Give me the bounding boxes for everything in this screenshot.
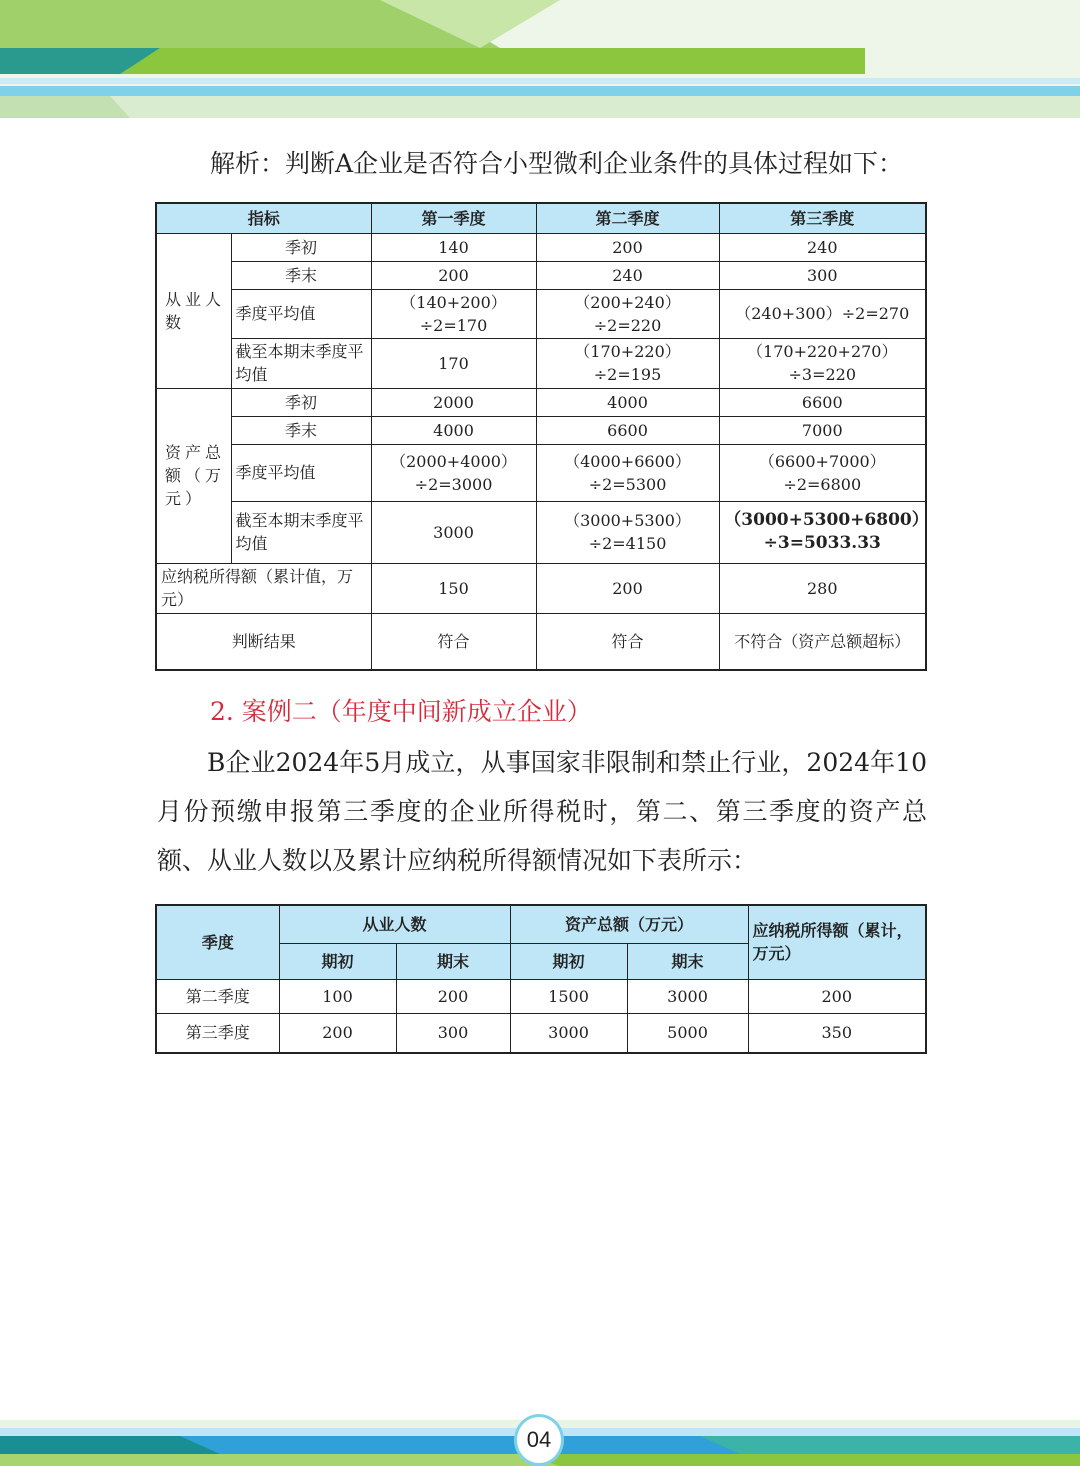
row-label: 季初 [231, 388, 371, 416]
row-label: 季末 [231, 416, 371, 444]
cell-tax: 200 [748, 979, 926, 1013]
table-row-tax [156, 563, 926, 613]
cell-q2: 6600 [536, 416, 719, 444]
result-label: 判断结果 [156, 613, 371, 670]
table-row [156, 1013, 926, 1053]
cell-q3: 300 [719, 261, 926, 289]
table-row [156, 416, 926, 444]
table-row [156, 444, 926, 501]
cell-q2: 240 [536, 261, 719, 289]
row-label: 截至本期末季度平均值 [231, 501, 371, 563]
cell-q2: 符合 [536, 613, 719, 670]
cell-q1: 140 [371, 233, 536, 261]
cell-tax: 350 [748, 1013, 926, 1053]
cell-q2: 200 [536, 233, 719, 261]
cell-q2: （3000+5300）÷2=4150 [536, 501, 719, 563]
cell-q1: （140+200）÷2=170 [371, 289, 536, 338]
header-staff: 从业人数 [279, 905, 510, 943]
header-assets-end: 期末 [627, 943, 748, 979]
cell-q3: 240 [719, 233, 926, 261]
cell-q1: 符合 [371, 613, 536, 670]
cell-q1: 3000 [371, 501, 536, 563]
table-row [156, 261, 926, 289]
table-row [156, 289, 926, 338]
table-row [156, 338, 926, 388]
row-label: 季初 [231, 233, 371, 261]
cell-q3: （240+300）÷2=270 [719, 289, 926, 338]
table-row [156, 233, 926, 261]
table-row-result [156, 613, 926, 670]
header-staff-begin: 期初 [279, 943, 396, 979]
header-quarter: 季度 [156, 905, 279, 979]
cell-q2: （4000+6600）÷2=5300 [536, 444, 719, 501]
header-staff-end: 期末 [396, 943, 510, 979]
cell-staff-end: 200 [396, 979, 510, 1013]
table-row [156, 979, 926, 1013]
cell-q1: （2000+4000）÷2=3000 [371, 444, 536, 501]
cell-q3: 不符合（资产总额超标） [719, 613, 926, 670]
table-header-row [156, 905, 926, 943]
group-assets: 资产总额（万元） [156, 388, 231, 563]
cell-q1: 150 [371, 563, 536, 613]
table-criteria-a [155, 202, 927, 671]
cell-quarter: 第二季度 [156, 979, 279, 1013]
cell-q1: 4000 [371, 416, 536, 444]
cell-staff-begin: 200 [279, 1013, 396, 1053]
cell-q3: 280 [719, 563, 926, 613]
row-label: 季度平均值 [231, 444, 371, 501]
header-indicator: 指标 [156, 203, 371, 233]
cell-quarter: 第三季度 [156, 1013, 279, 1053]
cell-assets-end: 5000 [627, 1013, 748, 1053]
header-q3: 第三季度 [719, 203, 926, 233]
row-label: 截至本期末季度平均值 [231, 338, 371, 388]
table-row [156, 501, 926, 563]
group-staff: 从业人数 [156, 233, 231, 388]
cell-q3: （3000+5300+6800）÷3=5033.33 [719, 501, 926, 563]
cell-q2: （170+220）÷2=195 [536, 338, 719, 388]
header-tax: 应纳税所得额（累计，万元） [748, 905, 926, 979]
cell-q2: （200+240）÷2=220 [536, 289, 719, 338]
header-q2: 第二季度 [536, 203, 719, 233]
header-assets-begin: 期初 [510, 943, 627, 979]
table-row [156, 388, 926, 416]
row-label: 季末 [231, 261, 371, 289]
table-header-row [156, 203, 926, 233]
cell-assets-begin: 1500 [510, 979, 627, 1013]
cell-q3: 7000 [719, 416, 926, 444]
tax-label: 应纳税所得额（累计值，万元） [156, 563, 371, 613]
cell-assets-end: 3000 [627, 979, 748, 1013]
table-company-b [155, 904, 927, 1054]
page-number: 04 [514, 1414, 564, 1466]
cell-staff-begin: 100 [279, 979, 396, 1013]
cell-q1: 2000 [371, 388, 536, 416]
row-label: 季度平均值 [231, 289, 371, 338]
case-title: 2. 案例二（年度中间新成立企业） [210, 697, 592, 726]
header-q1: 第一季度 [371, 203, 536, 233]
cell-assets-begin: 3000 [510, 1013, 627, 1053]
cell-q3: 6600 [719, 388, 926, 416]
case-paragraph: B企业2024年5月成立，从事国家非限制和禁止行业，2024年10月份预缴申报第三季度的企业所得税时，第二、第三季度的资产总额、从业人数以及累计应纳税所得额情况如下表所示： [157, 748, 927, 875]
header-assets: 资产总额（万元） [510, 905, 748, 943]
cell-q2: 4000 [536, 388, 719, 416]
cell-q3: （6600+7000）÷2=6800 [719, 444, 926, 501]
intro-text: 解析：判断A企业是否符合小型微利企业条件的具体过程如下： [210, 149, 904, 178]
cell-staff-end: 300 [396, 1013, 510, 1053]
cell-q2: 200 [536, 563, 719, 613]
cell-q1: 170 [371, 338, 536, 388]
cell-q1: 200 [371, 261, 536, 289]
cell-q3: （170+220+270）÷3=220 [719, 338, 926, 388]
